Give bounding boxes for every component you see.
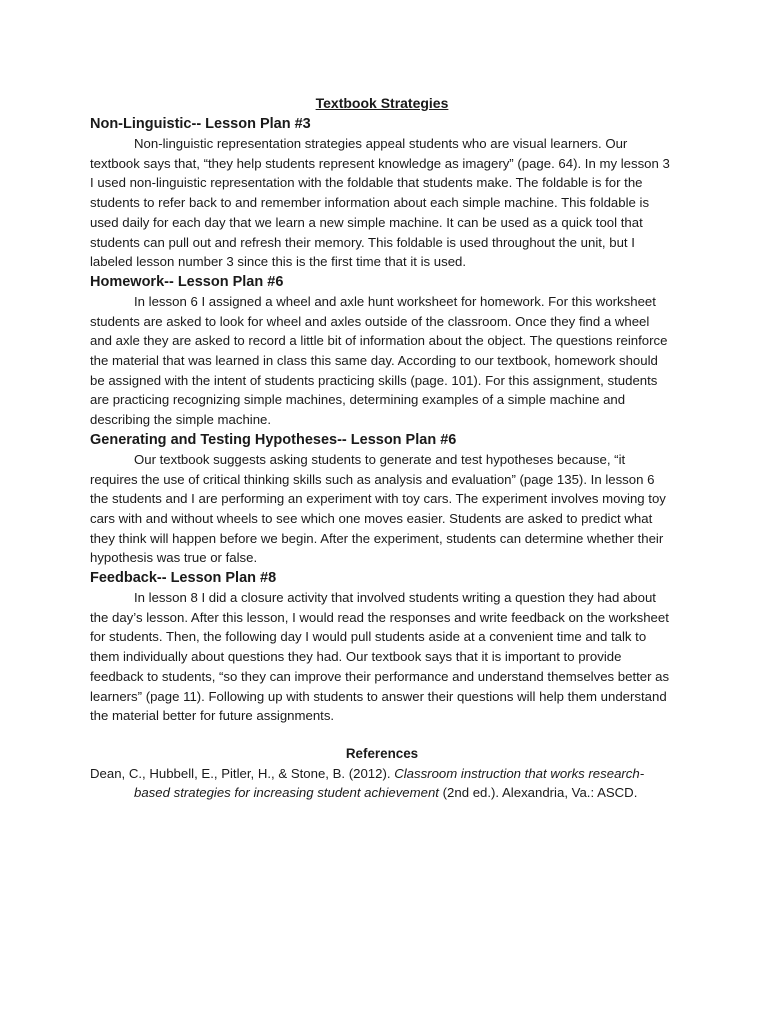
section-non-linguistic xyxy=(90,114,674,272)
reference-entry xyxy=(90,764,674,803)
document-title: Textbook Strategies xyxy=(315,95,449,111)
section-paragraph: Our textbook suggests asking students to generate and test hypotheses because, “it requires the use of critical thinking skills such as analysis and evaluation” (page 135). In lesson 6 the students and I are performing an experiment with toy cars. The experiment involves moving toy cars with and without wheels to see which one moves easier. Students are asked to predict what they think will happen before we begin. After the experiment, students can determine whether their hypothesis was true or false. xyxy=(90,451,666,566)
section-paragraph: In lesson 8 I did a closure activity that involved students writing a question they had about the day’s lesson. After this lesson, I would read the responses and write feedback on the worksheet for students. Then, the following day I would pull students aside at a convenient time and talk to them individually about questions they had. Our textbook says that it is important to provide feedback to students, “so they can improve their performance and understand themselves better as learners” (page 11). Following up with students to answer their questions will help them understand the material better for future assignments. xyxy=(90,590,670,724)
reference-authors: Dean, C., Hubbell, E., Pitler, H., & Stone, B. (2012). xyxy=(90,765,395,781)
references-heading: References xyxy=(345,745,419,761)
section-paragraph: In lesson 6 I assigned a wheel and axle hunt worksheet for homework. For this worksheet students are asked to look for wheel and axles outside of the classroom. Once they find a wheel and axle they are asked to record a little bit of information about the object. The questions reinforce the material that was learned in class this same day. According to our textbook, homework should be assigned with the intent of students practicing skills (page. 101). For this assignment, students are practicing recognizing simple machines, determining examples of a simple machine and describing the simple machine. xyxy=(90,293,668,428)
section-heading: Feedback-- Lesson Plan #8 xyxy=(90,570,277,587)
section-feedback xyxy=(90,568,674,726)
section-heading: Non-Linguistic-- Lesson Plan #3 xyxy=(90,116,311,132)
reference-title: Classroom instruction that works research-based strategies for increasing student achievement xyxy=(134,765,645,801)
section-heading: Homework-- Lesson Plan #6 xyxy=(90,273,284,290)
document-page xyxy=(90,94,674,803)
reference-publisher: (2nd ed.). Alexandria, Va.: ASCD. xyxy=(438,785,638,801)
section-heading: Generating and Testing Hypotheses-- Lesson Plan #6 xyxy=(90,431,457,448)
section-homework xyxy=(90,272,674,430)
section-hypotheses xyxy=(90,430,674,568)
section-paragraph: Non-linguistic representation strategies appeal students who are visual learners. Our textbook says that, “they help students represent knowledge as imagery” (page. 64). In my lesson 3 I used non-linguistic representation with the foldable that students make. The foldable is for the students to refer back to and remember information about each simple machine. This foldable is used daily for each day that we learn a new simple machine. It can be used as a quick tool that students can pull out and refresh their memory. This foldable is used throughout the unit, but I labeled lesson number 3 since this is the first time that it is used. xyxy=(90,136,670,270)
